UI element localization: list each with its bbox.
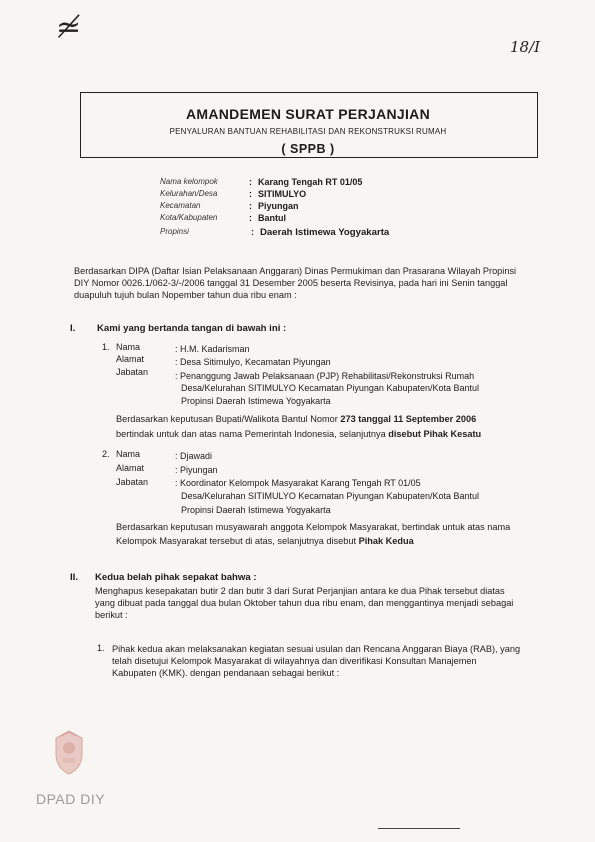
info-sep: : [249,201,252,211]
document-title: AMANDEMEN SURAT PERJANJIAN [185,106,430,122]
document-code: ( SPPB ) [281,142,335,156]
section-2-line: Menghapus kesepakatan butir 2 dan butir 3 dari Surat Perjanjian antara ke dua Pihak tersebut diatas [95,586,505,596]
info-sep: : [251,227,254,237]
section-1-heading: Kami yang bertanda tangan di bawah ini : [97,323,287,334]
info-value: Piyungan [258,201,299,211]
section-2-paragraph [95,585,545,621]
party-1-jabatan-line: Propinsi Daerah Istimewa Yogyakarta [181,396,331,406]
party-2-jabatan-label: Jabatan [116,477,149,487]
item-1-line: telah disetujui Kelompok Masyarakat di wilayahnya dan diverifikasi Konsultan Manajemen [112,656,477,666]
party-2-alamat-label: Alamat [116,463,145,473]
info-label: Kelurahan/Desa [160,189,218,198]
scan-line [378,828,460,829]
seal-logo [52,728,86,776]
party-1-basis [116,413,476,425]
item-1-line: Kabupaten (KMK). dengan pendanaan sebagai berikut : [112,668,340,678]
handwritten-mark-top-left: ≄ [56,10,82,45]
party-2-designation: Pihak Kedua [358,536,414,546]
intro-line: duapuluh tujuh bulan Nopember tahun dua ribu enam : [74,290,297,300]
party-1-jabatan-line: : Penanggung Jawab Pelaksanaan (PJP) Rehabilitasi/Rekonstruksi Rumah [175,371,475,381]
section-2-line: berikut : [95,610,128,620]
info-value: Daerah Istimewa Yogyakarta [260,227,390,238]
party-1-jabatan-line: Desa/Kelurahan SITIMULYO Kecamatan Piyungan Kabupaten/Kota Bantul [181,383,480,393]
intro-line: DIY Nomor 0026.1/062-3/-/2006 tanggal 31 Desember 2005 beserta Revisinya, pada hari ini Senin tanggal [74,278,508,288]
item-1-line: Pihak kedua akan melaksanakan kegiatan sesuai usulan dan Rencana Anggaran Biaya (RAB), yang [112,644,521,654]
party-1-alamat-label: Alamat [116,354,145,364]
info-label: Kota/Kabupaten [160,213,218,222]
info-label: Propinsi [160,227,189,236]
party-1-decree: 273 tanggal 11 September 2006 [340,414,477,424]
handwritten-page-number: 18/I [510,38,541,56]
party-2-basis: Berdasarkan keputusan musyawarah anggota Kelompok Masyarakat, bertindak untuk atas nama [116,522,511,532]
info-sep: : [249,189,252,199]
party-1-number: 1. [102,342,110,352]
party-1-nama-label: Nama [116,342,141,352]
party-2-nama-label: Nama [116,449,141,459]
party-1-jabatan-label: Jabatan [116,367,149,377]
party-1-basis-text: Berdasarkan keputusan Bupati/Walikota Bantul Nomor [116,414,341,424]
section-2-heading: Kedua belah pihak sepakat bahwa : [95,572,257,583]
info-label: Kecamatan [160,201,201,210]
party-2-nama-value: : Djawadi [175,451,213,461]
info-value: Karang Tengah RT 01/05 [258,177,363,187]
party-2-jabatan-line: Desa/Kelurahan SITIMULYO Kecamatan Piyungan Kabupaten/Kota Bantul [181,491,480,501]
intro-line: Berdasarkan DIPA (Daftar Isian Pelaksanaan Anggaran) Dinas Permukiman dan Prasarana Wilayah Propinsi [74,266,517,276]
party-1-act [116,428,481,440]
item-1-paragraph [112,643,552,679]
document-subtitle: PENYALURAN BANTUAN REHABILITASI DAN REKONSTRUKSI RUMAH [169,127,447,136]
party-1-nama-value: : H.M. Kadarisman [175,344,250,354]
info-value: SITIMULYO [258,189,307,199]
watermark-text: DPAD DIY [36,791,106,807]
info-sep: : [249,213,252,223]
party-2-jabatan-line: Propinsi Daerah Istimewa Yogyakarta [181,505,331,515]
section-2-line: yang dibuat pada tanggal dua bulan Oktober tahun dua ribu enam, dan menggantinya menjadi sebagai [95,598,514,608]
info-value: Bantul [258,213,286,223]
party-2-act-text: Kelompok Masyarakat tersebut di atas, selanjutnya disebut [116,536,359,546]
section-2-number: II. [70,572,78,583]
party-2-number: 2. [102,449,110,459]
intro-paragraph [74,265,544,301]
section-1-number: I. [70,323,76,334]
party-1-act-text: bertindak untuk dan atas nama Pemerintah Indonesia, selanjutnya [116,429,389,439]
info-sep: : [249,177,252,187]
party-2-jabatan-line: : Koordinator Kelompok Masyarakat Karang Tengah RT 01/05 [175,478,421,488]
party-1-alamat-value: : Desa Sitimulyo, Kecamatan Piyungan [175,357,331,367]
info-label: Nama kelompok [160,177,218,186]
item-1-number: 1. [97,643,105,653]
party-2-act [116,535,414,547]
party-2-alamat-value: : Piyungan [175,465,218,475]
party-1-designation: disebut Pihak Kesatu [388,429,482,439]
